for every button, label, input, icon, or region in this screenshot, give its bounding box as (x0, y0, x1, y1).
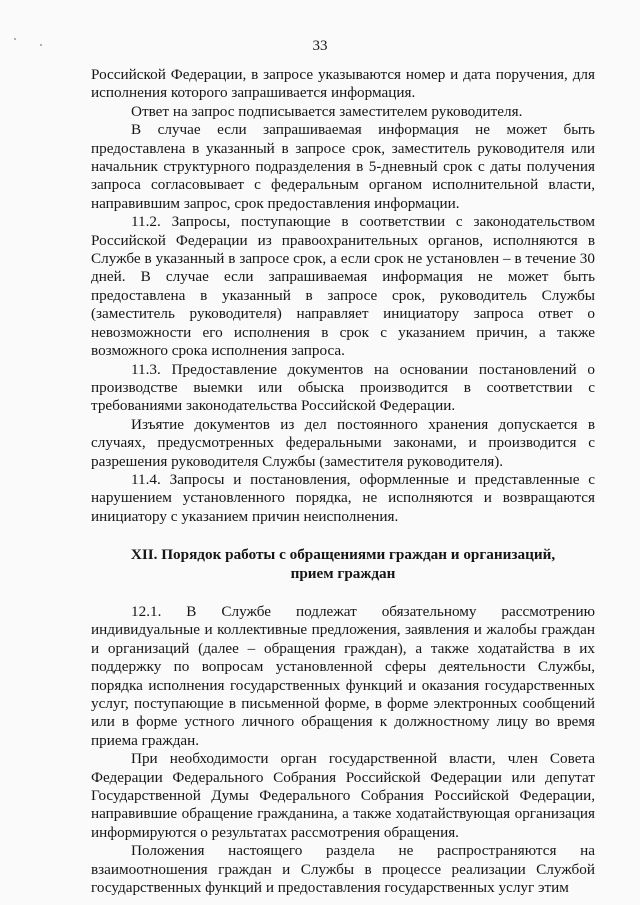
paragraph: Положения настоящего раздела не распространяются на взаимоотношения граждан и Службы в процессе реализации Службой государственных функций и предоставления государственных услуг этим (91, 842, 595, 897)
paragraph: Российской Федерации, в запросе указываются номер и дата поручения, для исполнения которого запрашивается информация. (91, 66, 595, 102)
paragraph: 11.2. Запросы, поступающие в соответствии с законодательством Российской Федерации из правоохранительных органов, исполняются в Службе в указанный в запросе срок, а если срок не установлен – в течение 30 дней. В случае если запрашиваемая информация не может быть предоставлена в указанный в запросе срок, руководитель Службы (заместитель руководителя) направляет инициатору запроса ответ о невозможности его исполнения в срок с указанием причин, а также возможного срока исполнения запроса. (91, 213, 595, 360)
paragraph: Ответ на запрос подписывается заместителем руководителя. (131, 102, 523, 120)
section-heading-line1: XII. Порядок работы с обращениями граждан и организаций, (130, 546, 556, 564)
paragraph: 11.3. Предоставление документов на основании постановлений о производстве выемки или обыска производится в соответствии с требованиями законодательства Российской Федерации. (91, 360, 595, 415)
section-heading (91, 546, 595, 583)
paragraph: Изъятие документов из дел постоянного хранения допускается в случаях, предусмотренных федеральными законами, и производится с разрешения руководителя Службы (заместителя руководителя). (91, 415, 595, 470)
paragraph: 11.4. Запросы и постановления, оформленные и представленные с нарушением установленного порядка, не исполняются и возвращаются инициатору с указанием причин неисполнения. (91, 470, 595, 525)
page-number: 33 (312, 38, 328, 54)
paragraph: 12.1. В Службе подлежат обязательному рассмотрению индивидуальные и коллективные предложения, заявления и жалобы граждан и организаций (далее – обращения граждан), а также ходатайства в их поддержку по вопросам установленной сферы деятельности Службы, порядка исполнения государственных функций и оказания государственных услуг, поступающие в письменной форме, в форме электронных сообщений или в форме устного личного обращения к должностному лицу во время приема граждан. (91, 602, 595, 749)
section-heading-line2: прием граждан (290, 564, 396, 582)
paragraph: При необходимости орган государственной власти, член Совета Федерации Федерального Собрания Российской Федерации или депутат Государственной Думы Федерального Собрания Российской Федерации, направившие обращение гражданина, а также ходатайствующая организация информируются о результатах рассмотрения обращения. (91, 750, 595, 841)
document-body (91, 66, 595, 897)
section-gap (91, 583, 595, 603)
paragraph: В случае если запрашиваемая информация не может быть предоставлена в указанный в запросе срок, заместитель руководителя или начальник структурного подразделения в 5-дневный срок с даты получения запроса согласовывает с федеральным органом исполнительной власти, направившим запрос, срок предоставления информации. (91, 121, 595, 212)
